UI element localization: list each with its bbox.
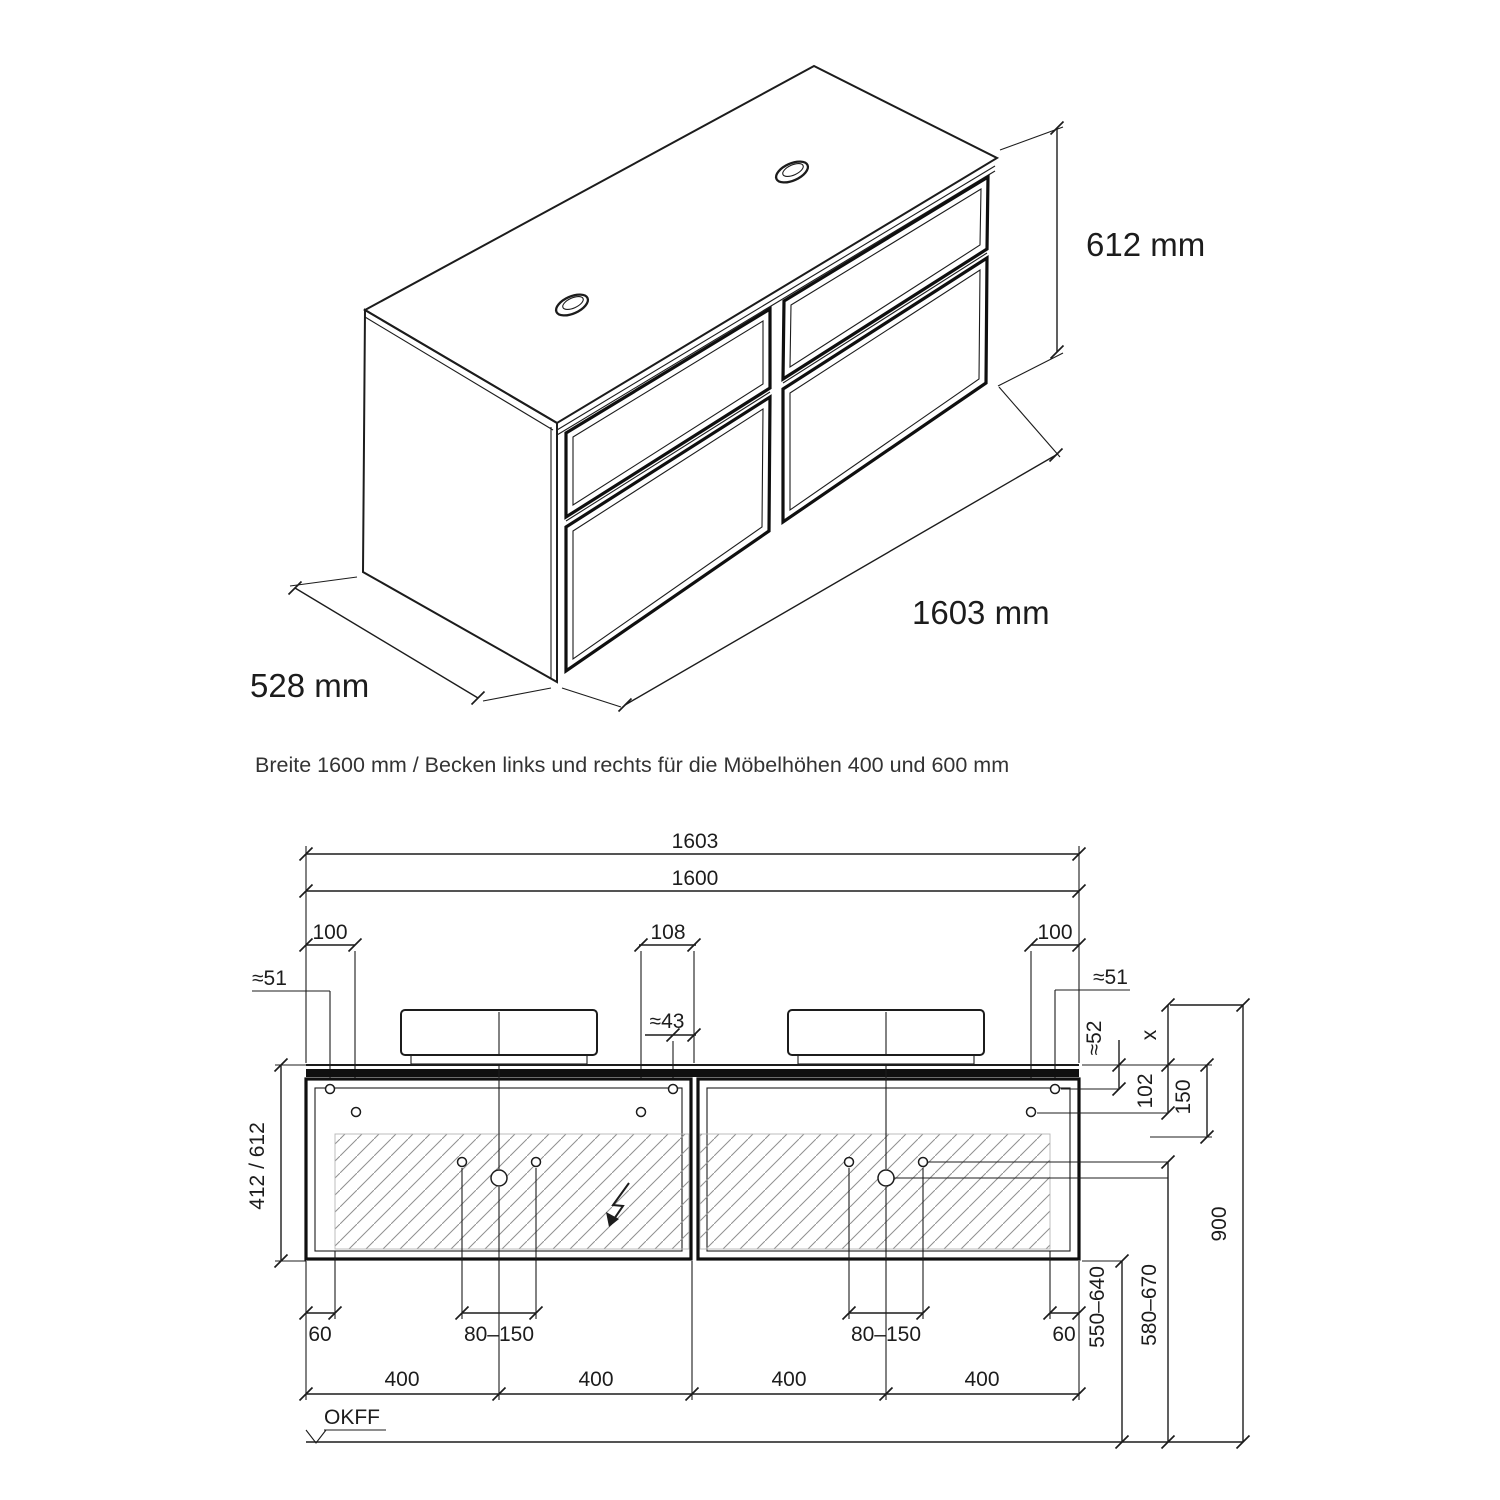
dim-body-width: 1600 (671, 867, 719, 890)
cutout-zone-left (335, 1134, 689, 1249)
isometric-view (250, 66, 1205, 712)
dim-tap-offset-left: 100 (312, 921, 348, 944)
tap-hole-icon (553, 290, 591, 319)
washbasin-left (401, 1010, 597, 1064)
dim-tap-offset-right: 100 (1037, 921, 1073, 944)
front-view (246, 830, 1250, 1449)
dim-cutout-margin-right: 60 (1052, 1323, 1076, 1346)
dim-segment-4: 400 (964, 1368, 1000, 1391)
caption: Breite 1600 mm / Becken links und rechts für die Möbelhöhen 400 und 600 mm (255, 753, 1010, 777)
dim-fix-gap-center: ≈43 (649, 1010, 685, 1033)
dim-wall-distance: x (1138, 1029, 1161, 1041)
dim-hole-row-2: 150 (1172, 1079, 1195, 1115)
dim-drain-range-left: 80–150 (463, 1323, 535, 1346)
dim-cutout-margin-left: 60 (308, 1323, 332, 1346)
dim-fix-below-top: ≈52 (1083, 1020, 1106, 1056)
dim-cabinet-heights: 412 / 612 (246, 1122, 269, 1210)
cutout-zone-right (700, 1134, 1050, 1249)
dim-segment-3: 400 (771, 1368, 807, 1391)
datum-label: OKFF (324, 1406, 380, 1429)
dim-worktop-height: 900 (1208, 1206, 1231, 1242)
dim-segment-2: 400 (578, 1368, 614, 1391)
datum-icon (306, 1430, 326, 1443)
washbasin-right (788, 1010, 984, 1064)
countertop-slab (306, 1069, 1079, 1077)
tap-hole-icon (773, 157, 811, 186)
dim-hole-row-1: 102 (1134, 1073, 1157, 1109)
iso-depth-label: 528 mm (250, 667, 370, 704)
dim-drain-height: 580–670 (1138, 1264, 1161, 1346)
dim-bottom-clearance: 550–640 (1086, 1266, 1109, 1348)
cabinet-left-face (363, 310, 557, 682)
iso-height-label: 612 mm (1086, 226, 1206, 263)
dim-segment-1: 400 (384, 1368, 420, 1391)
dim-tap-gap-center: 108 (650, 921, 686, 944)
dim-drain-range-right: 80–150 (850, 1323, 922, 1346)
dim-total-width: 1603 (671, 830, 719, 853)
iso-width-label: 1603 mm (912, 594, 1050, 631)
dim-fix-depth-right: ≈51 (1093, 966, 1128, 989)
dim-fix-depth-left: ≈51 (252, 967, 287, 990)
